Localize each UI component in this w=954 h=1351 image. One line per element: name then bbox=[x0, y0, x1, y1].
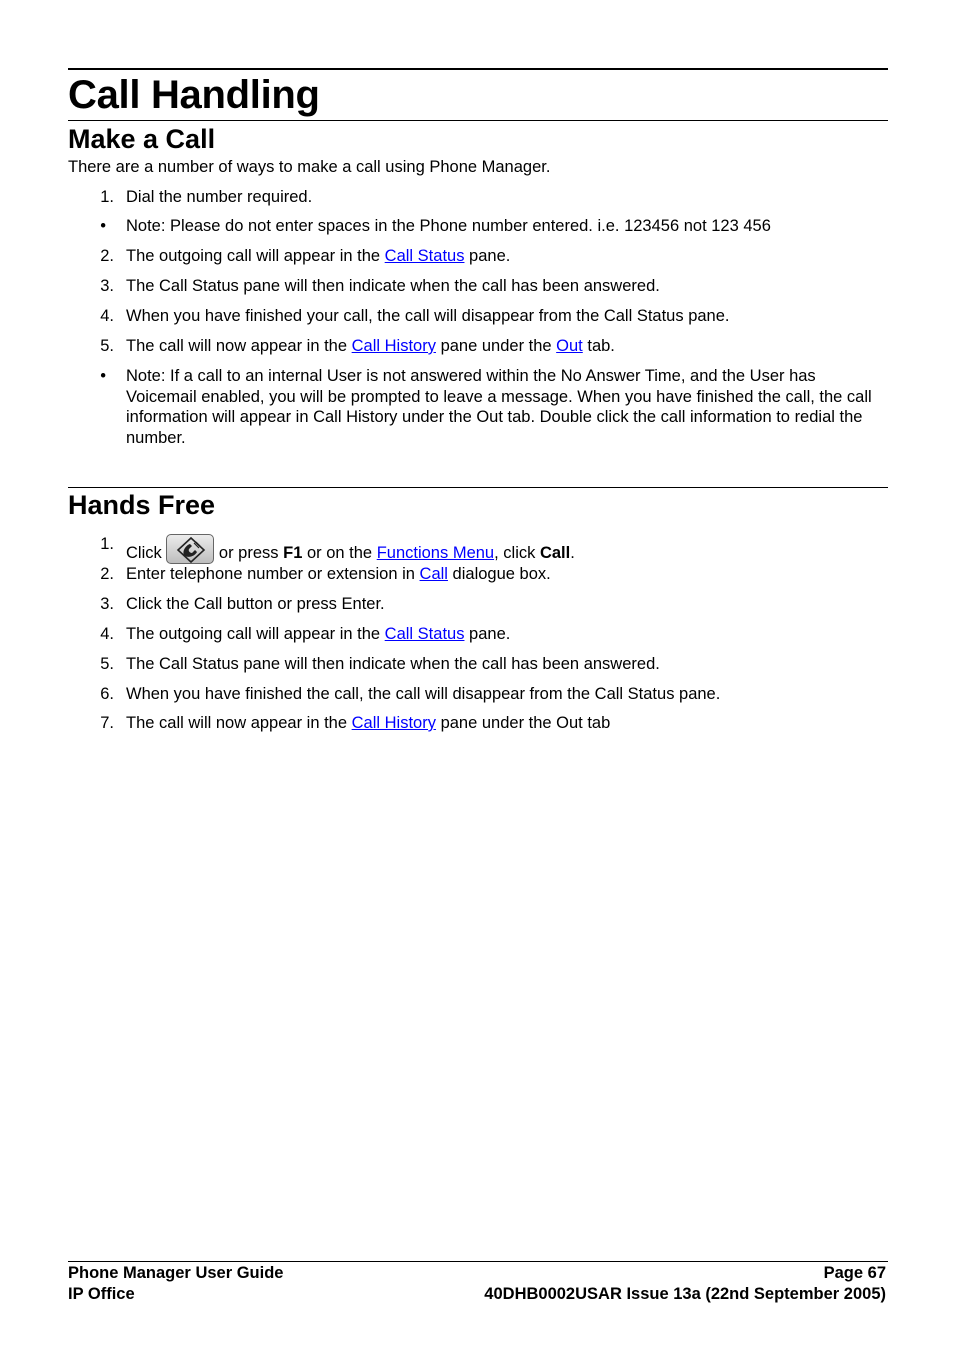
list-item bbox=[68, 216, 888, 237]
list-marker: 3. bbox=[100, 595, 114, 613]
section-rule bbox=[68, 487, 888, 488]
list-item-text: Enter telephone number or extension in bbox=[126, 565, 420, 583]
list-item bbox=[68, 336, 888, 357]
list-item-text: pane under the bbox=[435, 337, 557, 355]
list-marker: 5. bbox=[100, 337, 114, 355]
list-item-text: The outgoing call will appear in the bbox=[126, 247, 385, 265]
call-handset-icon bbox=[175, 536, 207, 564]
list-item bbox=[68, 187, 888, 208]
list-item-text: When you have finished the call, the call will disappear from the Call Status pane. bbox=[126, 685, 721, 703]
list-item-text: Click the Call button or press Enter. bbox=[126, 595, 385, 613]
footer-line-2 bbox=[68, 1284, 888, 1304]
list-item-text: Note: Please do not enter spaces in the Phone number entered. i.e. 123456 not 123 456 bbox=[126, 217, 771, 235]
list-item bbox=[68, 366, 888, 448]
list-marker: 4. bbox=[100, 307, 114, 325]
list-item-text: When you have finished your call, the call will disappear from the Call Status pane. bbox=[126, 307, 730, 325]
top-rule bbox=[68, 68, 888, 70]
list-item bbox=[68, 594, 888, 615]
list-item-text: Dial the number required. bbox=[126, 188, 313, 206]
bullet-marker: • bbox=[100, 217, 106, 235]
list-item-text: pane. bbox=[464, 625, 511, 643]
list-item bbox=[68, 564, 888, 585]
list-item-text: pane under the Out tab bbox=[435, 714, 611, 732]
list-item bbox=[68, 684, 888, 705]
footer-issue: 40DHB0002USAR Issue 13a (22nd September 2005) bbox=[484, 1285, 886, 1303]
list-item-text: The outgoing call will appear in the bbox=[126, 625, 385, 643]
footer-product: IP Office bbox=[68, 1285, 135, 1303]
title-rule bbox=[68, 120, 888, 121]
footer-line-1 bbox=[68, 1263, 888, 1283]
list-item-text: pane. bbox=[464, 247, 511, 265]
list-item-text: . bbox=[570, 544, 575, 562]
call-status-link[interactable]: Call Status bbox=[384, 247, 465, 265]
list-marker: 4. bbox=[100, 625, 114, 643]
out-tab-link[interactable]: Out bbox=[556, 337, 583, 355]
bullet-marker: • bbox=[100, 367, 106, 385]
call-button[interactable] bbox=[166, 534, 214, 564]
call-history-link[interactable]: Call History bbox=[351, 714, 436, 732]
list-item-text: The call will now appear in the bbox=[126, 337, 352, 355]
list-marker: 3. bbox=[100, 277, 114, 295]
list-item-text: , click bbox=[494, 544, 540, 562]
list-item bbox=[68, 624, 888, 645]
list-item bbox=[68, 306, 888, 327]
list-marker: 7. bbox=[100, 714, 114, 732]
f1-key-label: F1 bbox=[283, 544, 303, 562]
list-marker: 2. bbox=[100, 565, 114, 583]
list-item-text: Note: If a call to an internal User is not answered within the No Answer Time, and the User has Voicemail enabled, you will be prompted to leave a message. When you have finished the call, the call information will appear in Call History under the Out tab. Double click the call information to redial the number. bbox=[126, 367, 872, 447]
footer-rule bbox=[68, 1261, 888, 1262]
call-history-link[interactable]: Call History bbox=[351, 337, 436, 355]
list-item-text: dialogue box. bbox=[447, 565, 551, 583]
list-marker: 1. bbox=[100, 535, 114, 553]
make-a-call-intro: There are a number of ways to make a call using Phone Manager. bbox=[68, 158, 551, 176]
list-item-text: or on the bbox=[302, 544, 377, 562]
functions-menu-link[interactable]: Functions Menu bbox=[376, 544, 495, 562]
list-item bbox=[68, 246, 888, 267]
call-dialogue-link[interactable]: Call bbox=[419, 565, 448, 583]
section-heading-make-a-call: Make a Call bbox=[68, 124, 216, 154]
list-item bbox=[68, 654, 888, 675]
list-item-text: or press bbox=[214, 544, 284, 562]
footer-page-number: Page 67 bbox=[823, 1264, 886, 1282]
list-item-text: The call will now appear in the bbox=[126, 714, 352, 732]
call-command-label: Call bbox=[539, 544, 571, 562]
list-item-text: The Call Status pane will then indicate when the call has been answered. bbox=[126, 655, 660, 673]
list-marker: 2. bbox=[100, 247, 114, 265]
list-item bbox=[68, 534, 888, 564]
page-title: Call Handling bbox=[68, 73, 320, 117]
list-marker: 6. bbox=[100, 685, 114, 703]
list-item bbox=[68, 713, 888, 734]
footer-doc-title: Phone Manager User Guide bbox=[68, 1264, 284, 1282]
list-marker: 1. bbox=[100, 188, 114, 206]
list-item-text: Click bbox=[126, 544, 167, 562]
list-item-text: tab. bbox=[582, 337, 615, 355]
list-item bbox=[68, 276, 888, 297]
list-item-text: The Call Status pane will then indicate when the call has been answered. bbox=[126, 277, 660, 295]
section-heading-hands-free: Hands Free bbox=[68, 490, 216, 520]
list-marker: 5. bbox=[100, 655, 114, 673]
call-status-link[interactable]: Call Status bbox=[384, 625, 465, 643]
